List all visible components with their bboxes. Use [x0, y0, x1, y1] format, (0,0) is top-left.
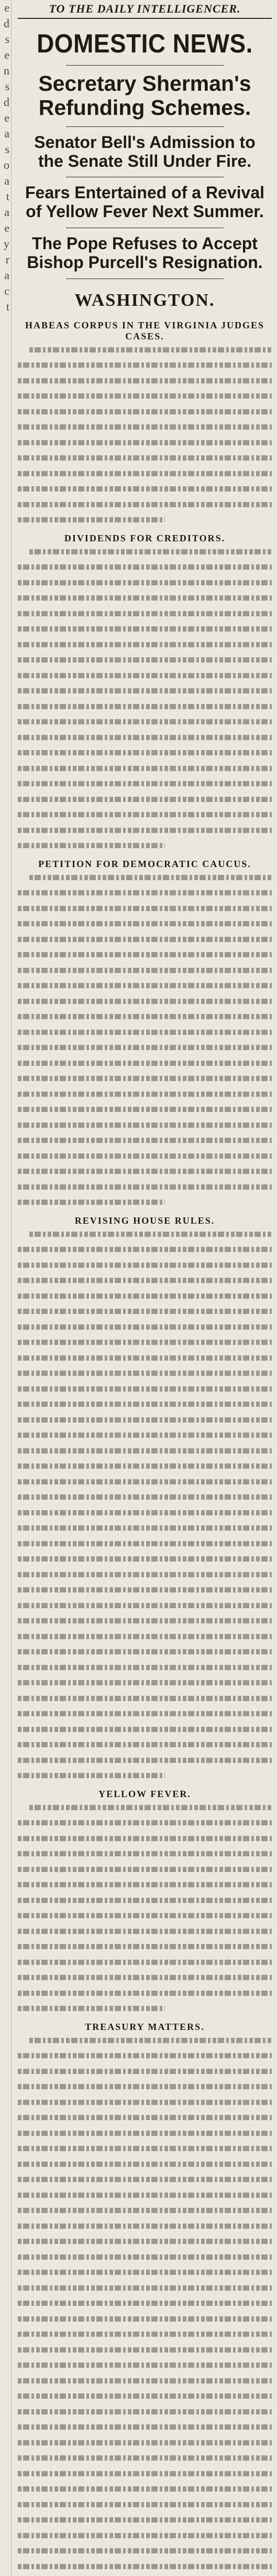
- text-line: [18, 2533, 272, 2538]
- gutter-fragment: e: [4, 1, 9, 14]
- text-line: [18, 486, 272, 491]
- text-line: [18, 2316, 272, 2322]
- text-line: [18, 1556, 272, 1562]
- text-line: [18, 1138, 272, 1143]
- text-line: [18, 2455, 272, 2461]
- text-line: [18, 1882, 272, 1887]
- article-subhead: HABEAS CORPUS IN THE VIRGINIA JUDGES CASES.: [25, 319, 264, 341]
- article-subhead: YELLOW FEVER.: [98, 1788, 191, 1799]
- text-line: [18, 2564, 272, 2569]
- text-line: [18, 1913, 272, 1918]
- text-line: [18, 2208, 272, 2213]
- headline-yellow-fever: Fears Entertained of a Revival of Yellow Fever Next Summer.: [25, 183, 265, 221]
- text-line: [18, 1263, 272, 1268]
- article: [18, 1215, 272, 1779]
- text-line: [18, 1045, 272, 1050]
- text-line: [18, 1758, 272, 1763]
- headline-sherman-refunding: Secretary Sherman's Refunding Schemes.: [38, 71, 251, 120]
- text-line: [18, 735, 272, 740]
- headline-pope-purcell: The Pope Refuses to Accept Bishop Purcell's Resignation.: [27, 234, 263, 272]
- text-line: [18, 1247, 272, 1252]
- text-line: [18, 1184, 272, 1190]
- text-line: [18, 2471, 272, 2476]
- gutter-fragment: o: [4, 158, 9, 172]
- text-line: [18, 1991, 272, 1996]
- gutter-fragment: n: [4, 64, 9, 77]
- text-line: [18, 1587, 272, 1592]
- text-line: [18, 393, 272, 399]
- text-line: [18, 906, 272, 911]
- article-subhead: TREASURY MATTERS.: [85, 2021, 205, 2032]
- text-line: [18, 1309, 272, 1314]
- text-line: [29, 1805, 272, 1810]
- text-line: [18, 2332, 272, 2337]
- text-line: [18, 580, 272, 585]
- text-line: [18, 921, 272, 926]
- text-line: [18, 362, 272, 368]
- text-line: [18, 2409, 272, 2414]
- text-line: [18, 673, 272, 678]
- text-line: [18, 564, 272, 570]
- illegible-text-block: [18, 1232, 272, 1779]
- text-line: [18, 471, 272, 476]
- text-line: [18, 1479, 272, 1484]
- text-line: [18, 843, 165, 848]
- text-line: [18, 999, 272, 1004]
- text-line: [18, 455, 272, 461]
- adjacent-column-edge: [0, 0, 12, 2576]
- text-line: [29, 2038, 272, 2043]
- text-line: [18, 1742, 272, 1747]
- text-line: [18, 812, 272, 817]
- text-line: [18, 2131, 272, 2136]
- text-line: [18, 502, 272, 507]
- text-line: [18, 642, 272, 647]
- gutter-fragment: s: [5, 143, 9, 156]
- text-line: [18, 440, 272, 445]
- divider: [66, 65, 224, 66]
- text-line: [18, 1402, 272, 1407]
- text-line: [18, 1107, 272, 1112]
- text-line: [18, 1773, 165, 1778]
- gutter-fragment: e: [4, 111, 9, 124]
- text-line: [18, 424, 272, 430]
- text-line: [18, 1200, 165, 1205]
- text-line: [29, 875, 272, 880]
- text-line: [18, 1278, 272, 1283]
- illegible-text-block: [18, 1805, 272, 2012]
- text-line: [18, 517, 165, 522]
- text-line: [18, 2069, 272, 2074]
- gutter-fragment: a: [4, 206, 9, 219]
- article-list: [18, 320, 272, 2576]
- text-line: [18, 1510, 272, 1515]
- text-line: [18, 2084, 272, 2089]
- text-line: [18, 2115, 272, 2120]
- text-line: [18, 2502, 272, 2507]
- text-line: [18, 1448, 272, 1453]
- text-line: [18, 1463, 272, 1469]
- text-line: [18, 1061, 272, 1066]
- gutter-fragment: a: [4, 127, 9, 140]
- gutter-fragment: e: [4, 221, 9, 234]
- text-line: [18, 766, 272, 771]
- text-line: [18, 1867, 272, 1872]
- illegible-text-block: [18, 2038, 272, 2576]
- text-line: [18, 704, 272, 709]
- text-line: [18, 952, 272, 957]
- text-line: [18, 1076, 272, 1081]
- text-line: [18, 1092, 272, 1097]
- text-line: [18, 719, 272, 724]
- text-line: [18, 1665, 272, 1670]
- text-line: [18, 2393, 272, 2399]
- section-title: DOMESTIC NEWS.: [37, 29, 253, 58]
- text-line: [18, 1169, 272, 1174]
- text-line: [18, 2177, 272, 2182]
- text-line: [18, 688, 272, 693]
- text-line: [18, 1371, 272, 1376]
- gutter-fragment: e: [4, 48, 9, 61]
- gutter-fragment: a: [4, 269, 9, 282]
- text-line: [18, 1960, 272, 1965]
- text-line: [18, 1944, 272, 1949]
- text-line: [18, 2363, 272, 2368]
- text-line: [18, 937, 272, 942]
- gutter-fragment: t: [6, 190, 9, 203]
- headline-senator-bell: Senator Bell's Admission to the Senate Still Under Fire.: [34, 132, 256, 170]
- text-line: [18, 1494, 272, 1500]
- text-line: [18, 2193, 272, 2198]
- dateline: WASHINGTON.: [74, 290, 215, 310]
- illegible-text-block: [18, 347, 272, 523]
- text-line: [18, 1153, 272, 1159]
- text-line: [18, 378, 272, 383]
- text-line: [18, 2162, 272, 2167]
- text-line: [18, 2146, 272, 2151]
- text-line: [18, 1680, 272, 1685]
- text-line: [18, 1355, 272, 1361]
- text-line: [18, 1572, 272, 1577]
- text-line: [18, 1417, 272, 1423]
- text-line: [18, 1030, 272, 1035]
- text-line: [18, 2224, 272, 2229]
- text-line: [18, 1324, 272, 1330]
- text-line: [18, 2285, 272, 2291]
- gutter-fragment: r: [5, 253, 9, 266]
- text-line: [18, 2254, 272, 2260]
- text-line: [18, 1929, 272, 1934]
- text-line: [18, 595, 272, 601]
- text-line: [18, 2053, 272, 2058]
- text-line: [18, 1525, 272, 1531]
- gutter-fragment: s: [5, 33, 9, 46]
- text-line: [18, 1898, 272, 1903]
- divider: [66, 126, 224, 127]
- text-line: [18, 2347, 272, 2353]
- text-line: [18, 1711, 272, 1716]
- text-line: [18, 1696, 272, 1701]
- text-line: [29, 549, 272, 554]
- text-line: [18, 2378, 272, 2383]
- text-line: [18, 750, 272, 755]
- illegible-text-block: [18, 549, 272, 849]
- text-line: [18, 1433, 272, 1438]
- text-line: [18, 1836, 272, 1841]
- text-line: [18, 626, 272, 632]
- text-line: [18, 2424, 272, 2430]
- text-line: [18, 1975, 272, 1980]
- text-line: [18, 983, 272, 988]
- gutter-fragment: c: [4, 284, 9, 297]
- text-line: [18, 2239, 272, 2244]
- text-line: [18, 1541, 272, 1546]
- text-line: [18, 1851, 272, 1856]
- text-line: [18, 2486, 272, 2492]
- text-line: [18, 2301, 272, 2306]
- article: [18, 1789, 272, 2012]
- text-line: [18, 2006, 165, 2011]
- text-line: [18, 1634, 272, 1639]
- article-subhead: PETITION FOR DEMOCRATIC CAUCUS.: [38, 858, 251, 869]
- text-line: [18, 1014, 272, 1019]
- text-line: [18, 611, 272, 616]
- text-line: [18, 1294, 272, 1299]
- text-line: [18, 1123, 272, 1128]
- text-line: [18, 1649, 272, 1654]
- article-subhead: REVISING HOUSE RULES.: [74, 1215, 215, 1226]
- gutter-fragment: t: [6, 300, 9, 313]
- gutter-fragment: d: [4, 17, 9, 30]
- text-line: [18, 2270, 272, 2275]
- text-line: [18, 2440, 272, 2445]
- text-line: [18, 890, 272, 895]
- text-line: [18, 781, 272, 786]
- text-line: [18, 828, 272, 833]
- text-line: [18, 2548, 272, 2553]
- article-subhead: DIVIDENDS FOR CREDITORS.: [64, 532, 226, 543]
- gutter-fragment: y: [4, 237, 9, 250]
- text-line: [18, 968, 272, 973]
- article: [18, 859, 272, 1205]
- text-line: [18, 1340, 272, 1345]
- text-line: [18, 1603, 272, 1608]
- gutter-fragment: d: [4, 95, 9, 109]
- text-line: [29, 1232, 272, 1237]
- text-line: [18, 1727, 272, 1732]
- text-line: [18, 2100, 272, 2105]
- gutter-fragment: s: [5, 80, 9, 93]
- gutter-fragment: a: [4, 174, 9, 187]
- text-line: [18, 657, 272, 662]
- text-line: [18, 1820, 272, 1825]
- text-line: [18, 797, 272, 802]
- text-line: [29, 347, 272, 352]
- running-head: TO THE DAILY INTELLIGENCER.: [18, 2, 272, 19]
- article: [18, 320, 272, 523]
- illegible-text-block: [18, 875, 272, 1205]
- article: [18, 2022, 272, 2576]
- article: [18, 533, 272, 849]
- text-line: [18, 1386, 272, 1392]
- text-line: [18, 1618, 272, 1623]
- text-line: [18, 409, 272, 414]
- text-line: [18, 2517, 272, 2522]
